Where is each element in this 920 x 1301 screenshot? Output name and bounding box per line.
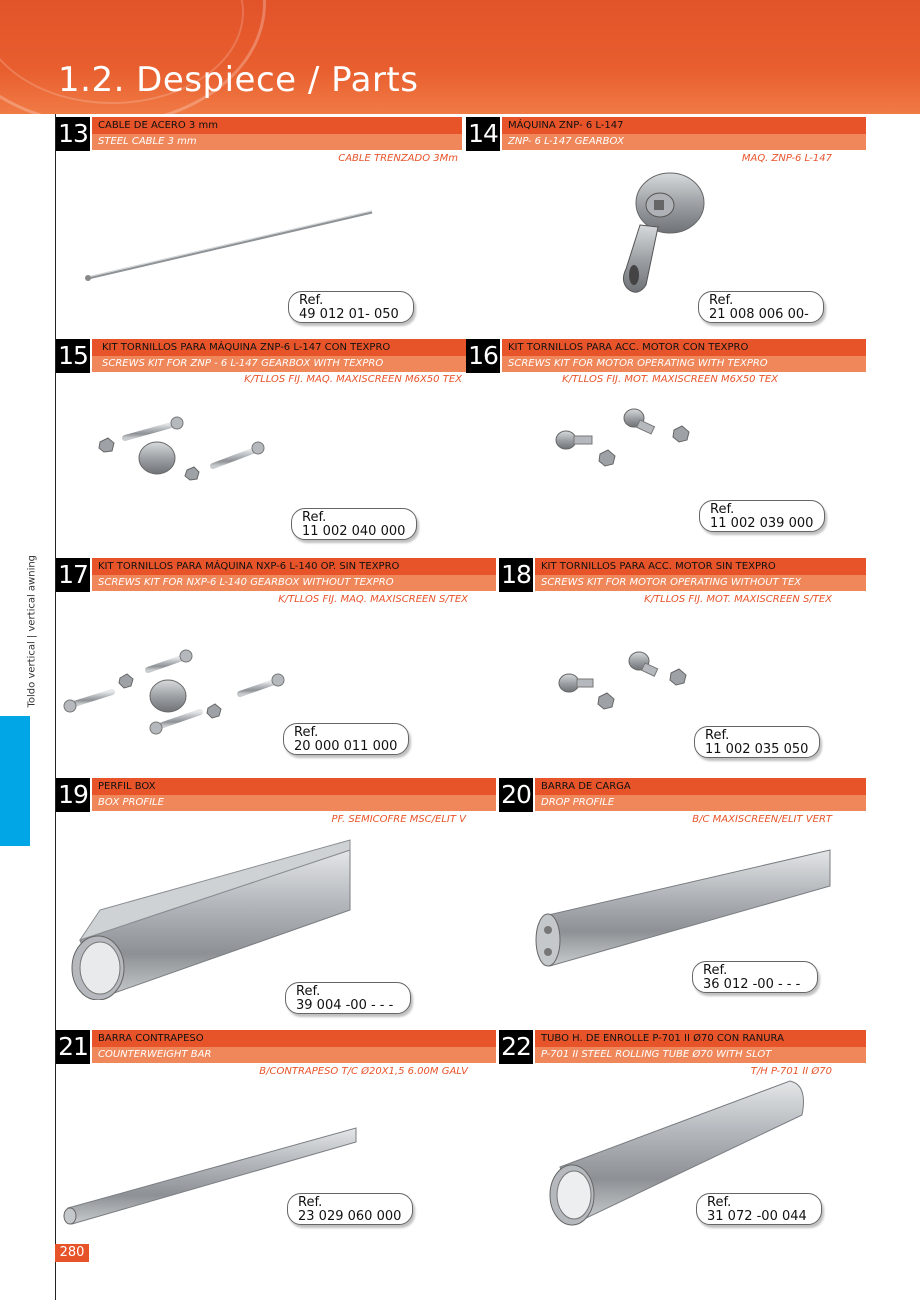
item-title-es: PERFIL BOX bbox=[92, 778, 496, 795]
reference-number: 21 008 006 00- bbox=[709, 307, 809, 322]
item-number: 17 bbox=[56, 558, 90, 592]
part-item-21 bbox=[56, 1030, 496, 1066]
item-number: 13 bbox=[56, 117, 90, 151]
item-number: 20 bbox=[499, 778, 533, 812]
item-number: 19 bbox=[56, 778, 90, 812]
reference-box bbox=[692, 961, 818, 993]
reference-label: Ref. bbox=[709, 293, 734, 308]
reference-number: 31 072 -00 044 bbox=[707, 1209, 807, 1224]
reference-label: Ref. bbox=[703, 963, 728, 978]
reference-number: 11 002 039 000 bbox=[710, 516, 814, 531]
reference-number: 49 012 01- 050 bbox=[299, 307, 399, 322]
item-code: MAQ. ZNP-6 L-147 bbox=[741, 153, 832, 164]
side-section-label: Toldo vertical | vertical awning bbox=[26, 554, 38, 708]
box-profile-image bbox=[60, 830, 360, 1000]
item-number: 14 bbox=[466, 117, 500, 151]
reference-number: 11 002 035 050 bbox=[705, 742, 809, 757]
reference-box bbox=[699, 500, 825, 532]
item-title-en: STEEL CABLE 3 mm bbox=[92, 134, 462, 150]
reference-box bbox=[285, 982, 411, 1014]
item-title-es: MÁQUINA ZNP- 6 L-147 bbox=[502, 117, 866, 134]
part-item-18 bbox=[499, 558, 866, 594]
screw-kit-image bbox=[60, 640, 290, 740]
reference-box bbox=[698, 291, 824, 323]
page-title: 1.2. Despiece / Parts bbox=[58, 60, 419, 100]
reference-number: 11 002 040 000 bbox=[302, 524, 406, 539]
reference-number: 36 012 -00 - - - bbox=[703, 977, 801, 992]
part-item-19 bbox=[56, 778, 496, 814]
reference-label: Ref. bbox=[710, 502, 735, 517]
item-number: 21 bbox=[56, 1030, 90, 1064]
item-title-en: DROP PROFILE bbox=[535, 795, 866, 811]
part-item-14 bbox=[466, 117, 866, 153]
reference-label: Ref. bbox=[707, 1195, 732, 1210]
part-item-20 bbox=[499, 778, 866, 814]
page-number: 280 bbox=[55, 1244, 89, 1262]
item-title-es: KIT TORNILLOS PARA MÁQUINA NXP-6 L-140 OP. SIN TEXPRO bbox=[92, 558, 496, 575]
screw-kit-image bbox=[555, 645, 705, 715]
item-title-es: CABLE DE ACERO 3 mm bbox=[92, 117, 462, 134]
part-item-17 bbox=[56, 558, 496, 594]
item-title-en: SCREWS KIT FOR ZNP - 6 L-147 GEARBOX WITH TEXPRO bbox=[92, 356, 466, 372]
left-guide-line bbox=[55, 114, 56, 1300]
item-title-en: SCREWS KIT FOR MOTOR OPERATING WITH TEXPRO bbox=[502, 356, 866, 372]
item-number: 16 bbox=[466, 339, 500, 373]
reference-box bbox=[696, 1193, 822, 1225]
item-title-es: BARRA CONTRAPESO bbox=[92, 1030, 496, 1047]
reference-number: 23 029 060 000 bbox=[298, 1209, 402, 1224]
reference-label: Ref. bbox=[299, 293, 324, 308]
reference-label: Ref. bbox=[294, 725, 319, 740]
reference-label: Ref. bbox=[302, 510, 327, 525]
item-title-es: KIT TORNILLOS PARA ACC. MOTOR SIN TEXPRO bbox=[535, 558, 866, 575]
item-title-en: ZNP- 6 L-147 GEARBOX bbox=[502, 134, 866, 150]
reference-number: 20 000 011 000 bbox=[294, 739, 398, 754]
item-title-en: P-701 II STEEL ROLLING TUBE Ø70 WITH SLOT bbox=[535, 1047, 866, 1063]
reference-number: 39 004 -00 - - - bbox=[296, 998, 394, 1013]
item-code: CABLE TRENZADO 3Mm bbox=[338, 153, 458, 164]
item-number: 18 bbox=[499, 558, 533, 592]
item-title-en: BOX PROFILE bbox=[92, 795, 496, 811]
reference-box bbox=[283, 723, 409, 755]
item-number: 15 bbox=[56, 339, 90, 373]
item-code: K/TLLOS FIJ. MAQ. MAXISCREEN M6X50 TEX bbox=[244, 374, 462, 385]
page-header bbox=[0, 0, 920, 114]
item-title-es: TUBO H. DE ENROLLE P-701 II Ø70 CON RANURA bbox=[535, 1030, 866, 1047]
item-code: PF. SEMICOFRE MSC/ELIT V bbox=[331, 814, 466, 825]
item-title-es: KIT TORNILLOS PARA MÁQUINA ZNP-6 L-147 CON TEXPRO bbox=[92, 339, 466, 356]
gearbox-image bbox=[600, 165, 720, 305]
part-item-13 bbox=[56, 117, 462, 153]
item-code: K/TLLOS FIJ. MAQ. MAXISCREEN S/TEX bbox=[278, 594, 468, 605]
reference-box bbox=[287, 1193, 413, 1225]
item-title-es: KIT TORNILLOS PARA ACC. MOTOR CON TEXPRO bbox=[502, 339, 866, 356]
reference-label: Ref. bbox=[296, 984, 321, 999]
reference-box bbox=[694, 726, 820, 758]
part-item-16 bbox=[466, 339, 866, 375]
item-number: 22 bbox=[499, 1030, 533, 1064]
steel-cable-image bbox=[80, 200, 380, 290]
item-code: T/H P-701 II Ø70 bbox=[750, 1066, 832, 1077]
item-code: K/TLLOS FIJ. MOT. MAXISCREEN S/TEX bbox=[644, 594, 832, 605]
side-section-tab bbox=[0, 716, 30, 846]
item-title-en: SCREWS KIT FOR MOTOR OPERATING WITHOUT TEX bbox=[535, 575, 866, 591]
item-title-en: COUNTERWEIGHT BAR bbox=[92, 1047, 496, 1063]
reference-label: Ref. bbox=[705, 728, 730, 743]
part-item-15 bbox=[56, 339, 462, 375]
item-code: B/CONTRAPESO T/C Ø20X1,5 6.00M GALV bbox=[259, 1066, 468, 1077]
reference-box bbox=[291, 508, 417, 540]
reference-label: Ref. bbox=[298, 1195, 323, 1210]
item-title-en: SCREWS KIT FOR NXP-6 L-140 GEARBOX WITHOUT TEXPRO bbox=[92, 575, 496, 591]
reference-box bbox=[288, 291, 414, 323]
item-title-es: BARRA DE CARGA bbox=[535, 778, 866, 795]
screw-kit-image bbox=[95, 410, 275, 490]
screw-kit-image bbox=[550, 400, 710, 480]
item-code: B/C MAXISCREEN/ELIT VERT bbox=[692, 814, 832, 825]
drop-profile-image bbox=[530, 840, 840, 980]
part-item-22 bbox=[499, 1030, 866, 1066]
item-code: K/TLLOS FIJ. MOT. MAXISCREEN M6X50 TEX bbox=[562, 374, 778, 385]
